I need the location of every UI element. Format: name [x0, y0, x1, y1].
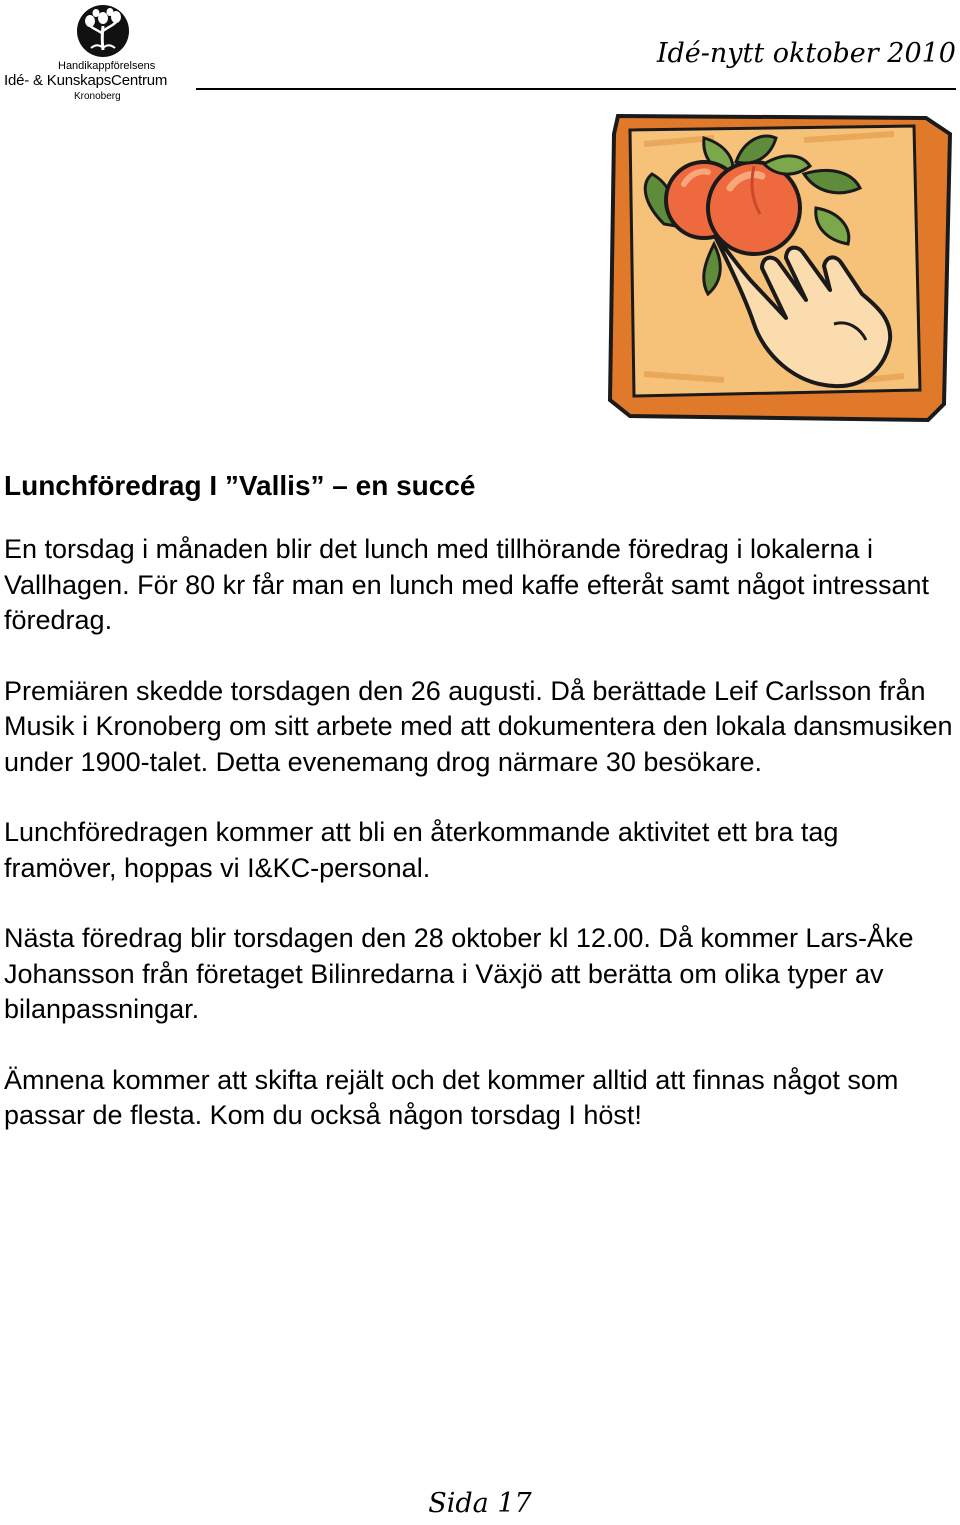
article-body [4, 532, 958, 1169]
article-paragraph: Nästa föredrag blir torsdagen den 28 oktober kl 12.00. Då kommer Lars-Åke Johansson från företaget Bilinredarna i Växjö att berätta om olika typer av bilanpassningar. [4, 923, 914, 1024]
logo-text-line3: Kronoberg [74, 91, 121, 102]
article-paragraph: Lunchföredragen kommer att bli en återkommande aktivitet ett bra tag framöver, hoppas vi I&KC-personal. [4, 817, 839, 883]
logo-text-line2: Idé- & KunskapsCentrum [4, 72, 168, 89]
article-paragraph: Premiären skedde torsdagen den 26 augusti. Då berättade Leif Carlsson från Musik i Kronoberg om sitt arbete med att dokumentera den lokala dansmusiken under 1900-talet. Detta evenemang drog närmare 30 besökare. [4, 675, 953, 777]
article-heading: Lunchföredrag I ”Vallis” – en succé [4, 470, 476, 501]
header-divider [196, 88, 956, 90]
logo-text-line1: Handikappförelsens [58, 60, 156, 72]
page-number: Sida 17 [428, 1488, 532, 1519]
article-paragraph: En torsdag i månaden blir det lunch med tillhörande föredrag i lokalerna i Vallhagen. För 80 kr får man en lunch med kaffe efteråt samt något intressant föredrag. [4, 534, 930, 635]
hand-holding-peaches-icon [604, 104, 954, 424]
article-paragraph: Ämnena kommer att skifta rejält och det kommer alltid att finnas något som passar de flesta. Kom du också någon torsdag I höst! [4, 1064, 899, 1130]
newsletter-title: Idé-nytt oktober 2010 [656, 38, 956, 69]
organization-logo [4, 4, 204, 104]
tree-hands-logo-icon [76, 4, 130, 58]
